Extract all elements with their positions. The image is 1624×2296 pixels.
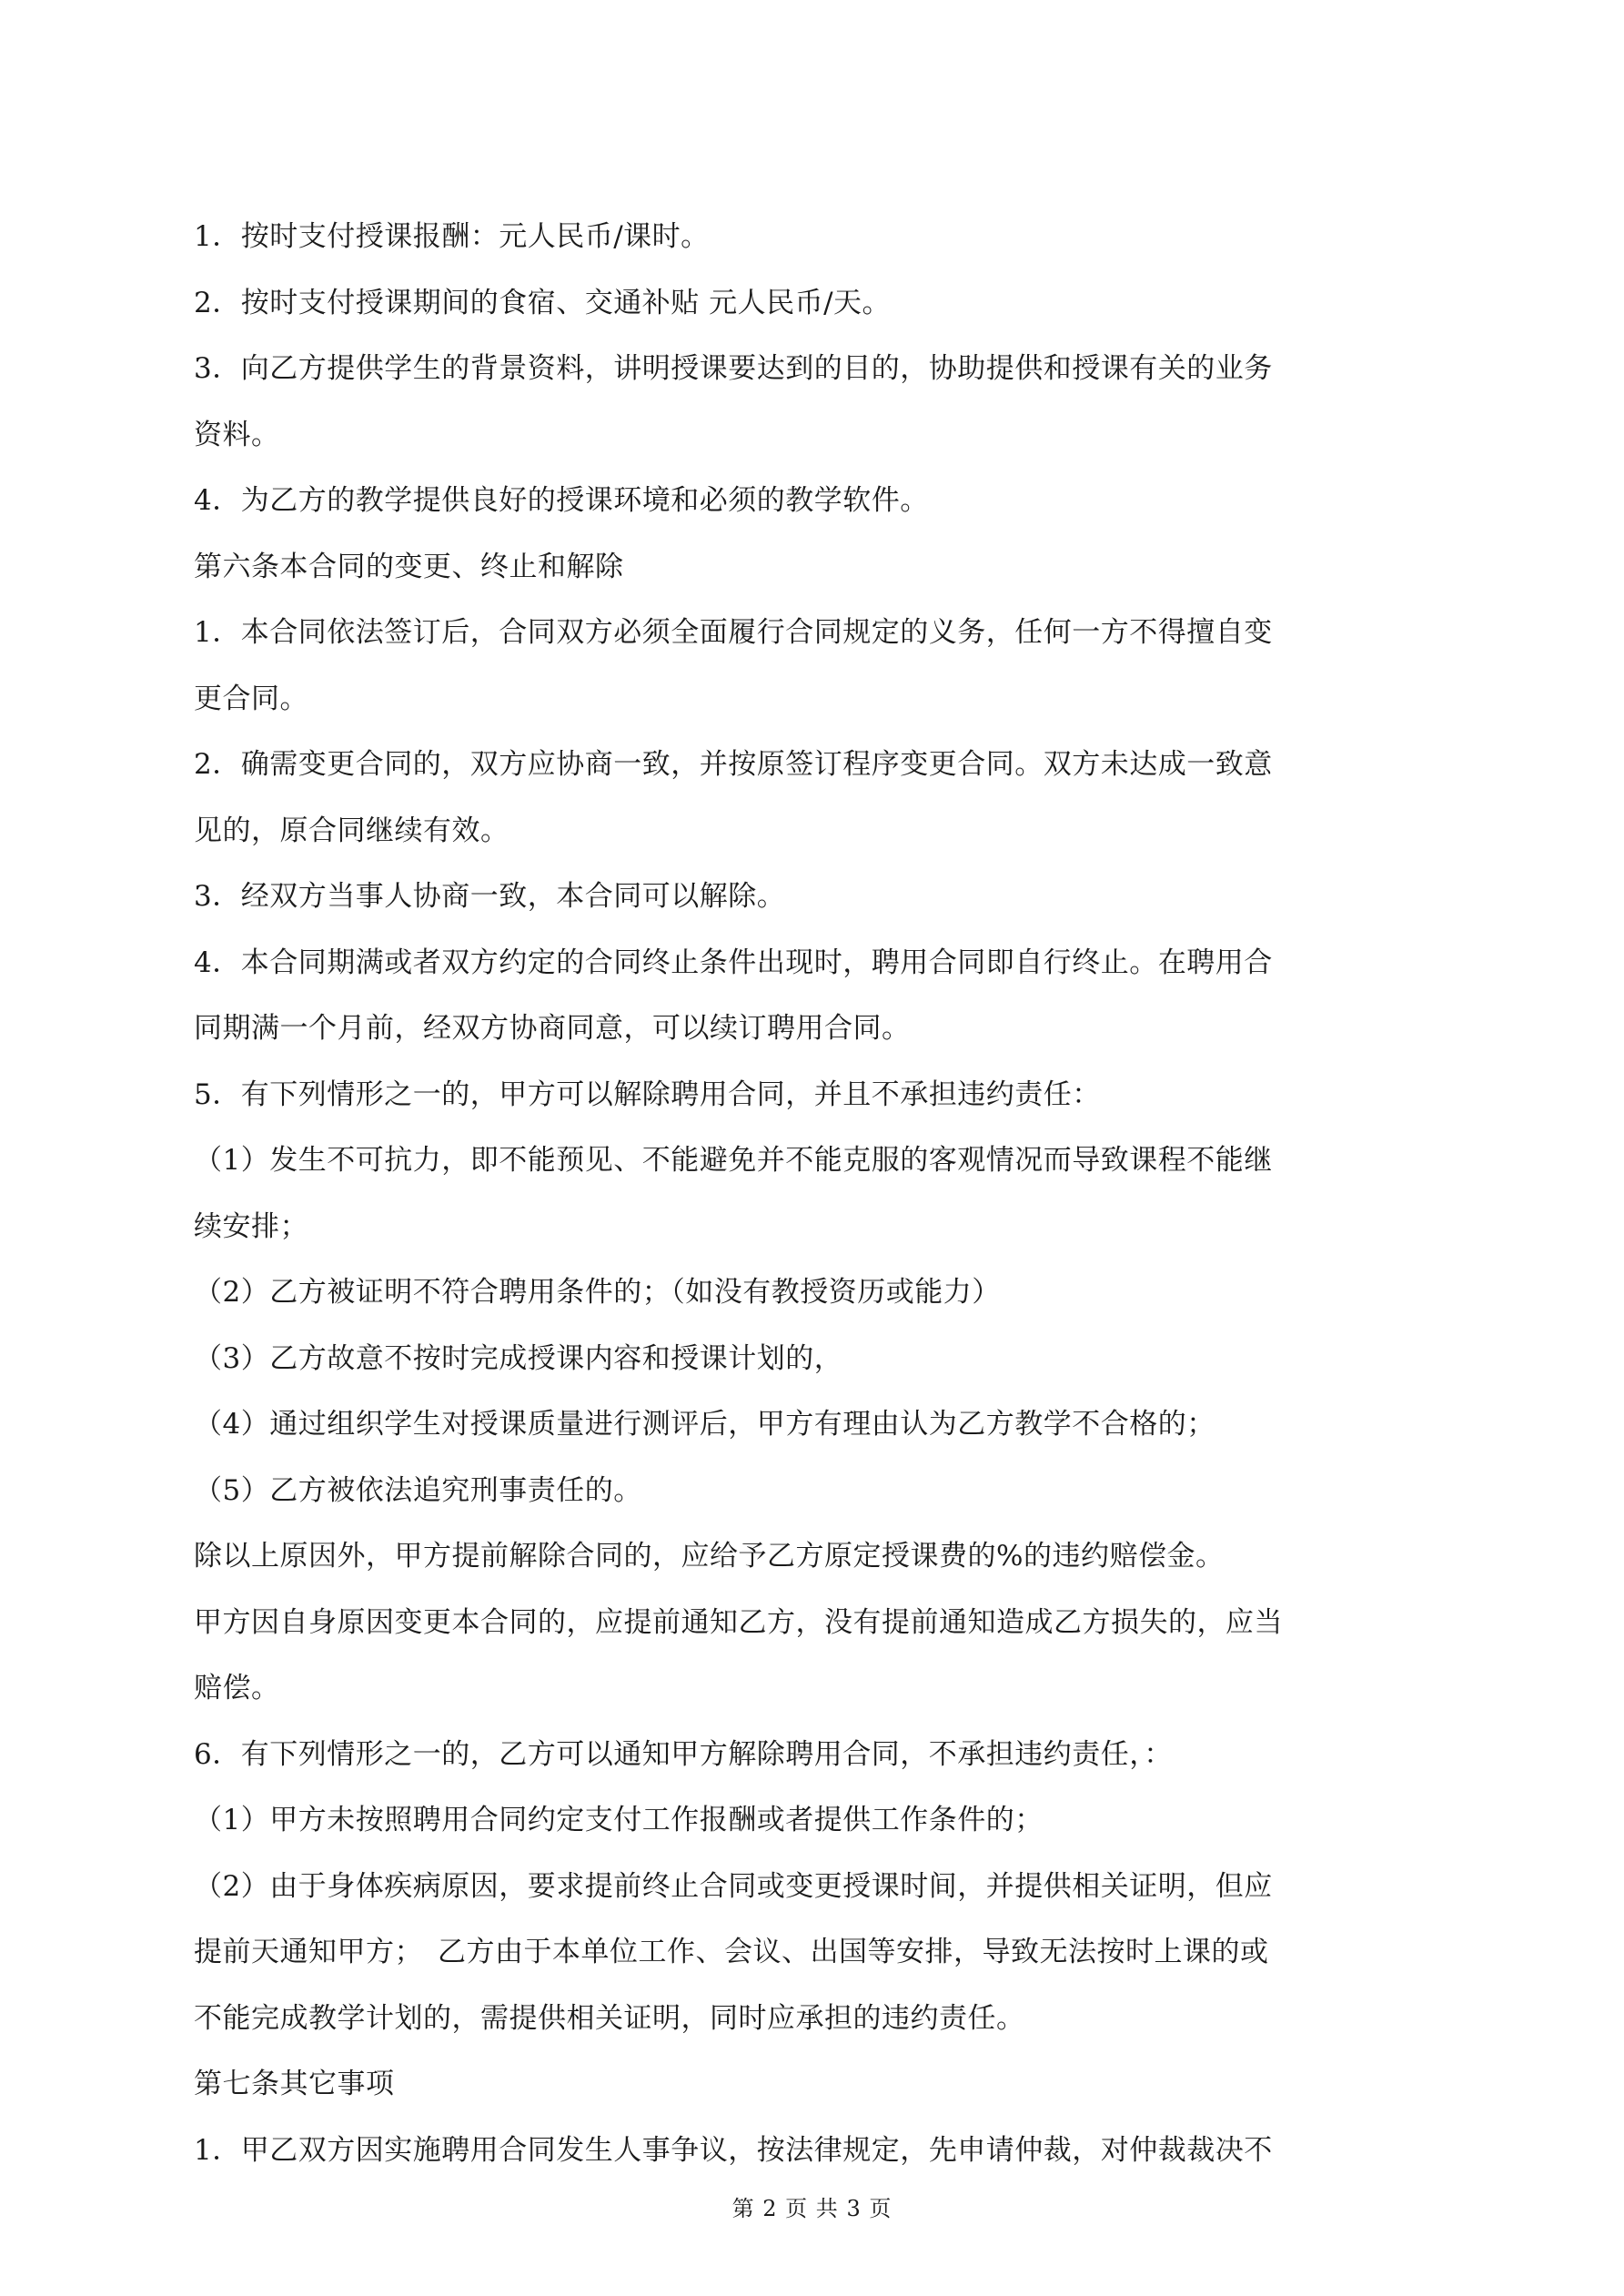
- text-line: （1）甲方未按照聘用合同约定支付工作报酬或者提供工作条件的；: [194, 1804, 1044, 1836]
- text-line: 1．甲乙双方因实施聘用合同发生人事争议，按法律规定，先申请仲裁，对仲裁裁决不: [194, 2133, 1273, 2167]
- text-line: 2．确需变更合同的，双方应协商一致，并按原签订程序变更合同。双方未达成一致意: [194, 748, 1273, 781]
- text-line: 更合同。: [194, 682, 308, 715]
- text-line: 4．本合同期满或者双方约定的合同终止条件出现时，聘用合同即自行终止。在聘用合: [194, 946, 1273, 979]
- text-line: （4）通过组织学生对授课质量进行测评后，甲方有理由认为乙方教学不合格的；: [194, 1408, 1215, 1441]
- text-line: （2）由于身体疾病原因，要求提前终止合同或变更授课时间，并提供相关证明，但应: [194, 1869, 1273, 1903]
- text-line: （5）乙方被依法追究刑事责任的。: [194, 1473, 642, 1507]
- text-line: （2）乙方被证明不符合聘用条件的；（如没有教授资历或能力）: [194, 1276, 1001, 1309]
- text-line: （3）乙方故意不按时完成授课内容和授课计划的，: [194, 1341, 843, 1375]
- text-line: 3．经双方当事人协商一致，本合同可以解除。: [194, 880, 786, 913]
- text-line: 1．按时支付授课报酬：元人民币/课时。: [194, 220, 710, 253]
- text-line: 3．向乙方提供学生的背景资料，讲明授课要达到的目的，协助提供和授课有关的业务: [194, 352, 1273, 385]
- text-line: 赔偿。: [194, 1672, 280, 1704]
- text-line: 资料。: [194, 418, 280, 451]
- text-line: 除以上原因外，甲方提前解除合同的，应给予乙方原定授课费的%的违约赔偿金。: [194, 1540, 1225, 1573]
- text-line: 不能完成教学计划的，需提供相关证明，同时应承担的违约责任。: [194, 2001, 1025, 2035]
- text-line: 1．本合同依法签订后，合同双方必须全面履行合同规定的义务，任何一方不得擅自变: [194, 616, 1273, 649]
- text-line: 同期满一个月前，经双方协商同意，可以续订聘用合同。: [194, 1012, 911, 1045]
- text-line: 2．按时支付授课期间的食宿、交通补贴 元人民币/天。: [194, 286, 892, 319]
- text-line: 见的，原合同继续有效。: [194, 814, 509, 847]
- text-line: 4．为乙方的教学提供良好的授课环境和必须的教学软件。: [194, 484, 929, 517]
- text-line: 甲方因自身原因变更本合同的，应提前通知乙方，没有提前通知造成乙方损失的，应当: [194, 1605, 1283, 1639]
- text-line: 5．有下列情形之一的，甲方可以解除聘用合同，并且不承担违约责任：: [194, 1077, 1101, 1111]
- text-line: 续安排；: [194, 1209, 308, 1243]
- document-body: [194, 204, 1440, 2183]
- text-line: （1）发生不可抗力，即不能预见、不能避免并不能克服的客观情况而导致课程不能继: [194, 1144, 1273, 1177]
- text-line: 提前天通知甲方； 乙方由于本单位工作、会议、出国等安排，导致无法按时上课的或: [194, 1936, 1269, 1968]
- text-line: 6．有下列情形之一的，乙方可以通知甲方解除聘用合同，不承担违约责任，：: [194, 1737, 1173, 1771]
- page-number-footer: 第 2 页 共 3 页: [731, 2196, 893, 2221]
- section-heading: 第六条本合同的变更、终止和解除: [194, 550, 624, 583]
- section-heading: 第七条其它事项: [194, 2068, 395, 2100]
